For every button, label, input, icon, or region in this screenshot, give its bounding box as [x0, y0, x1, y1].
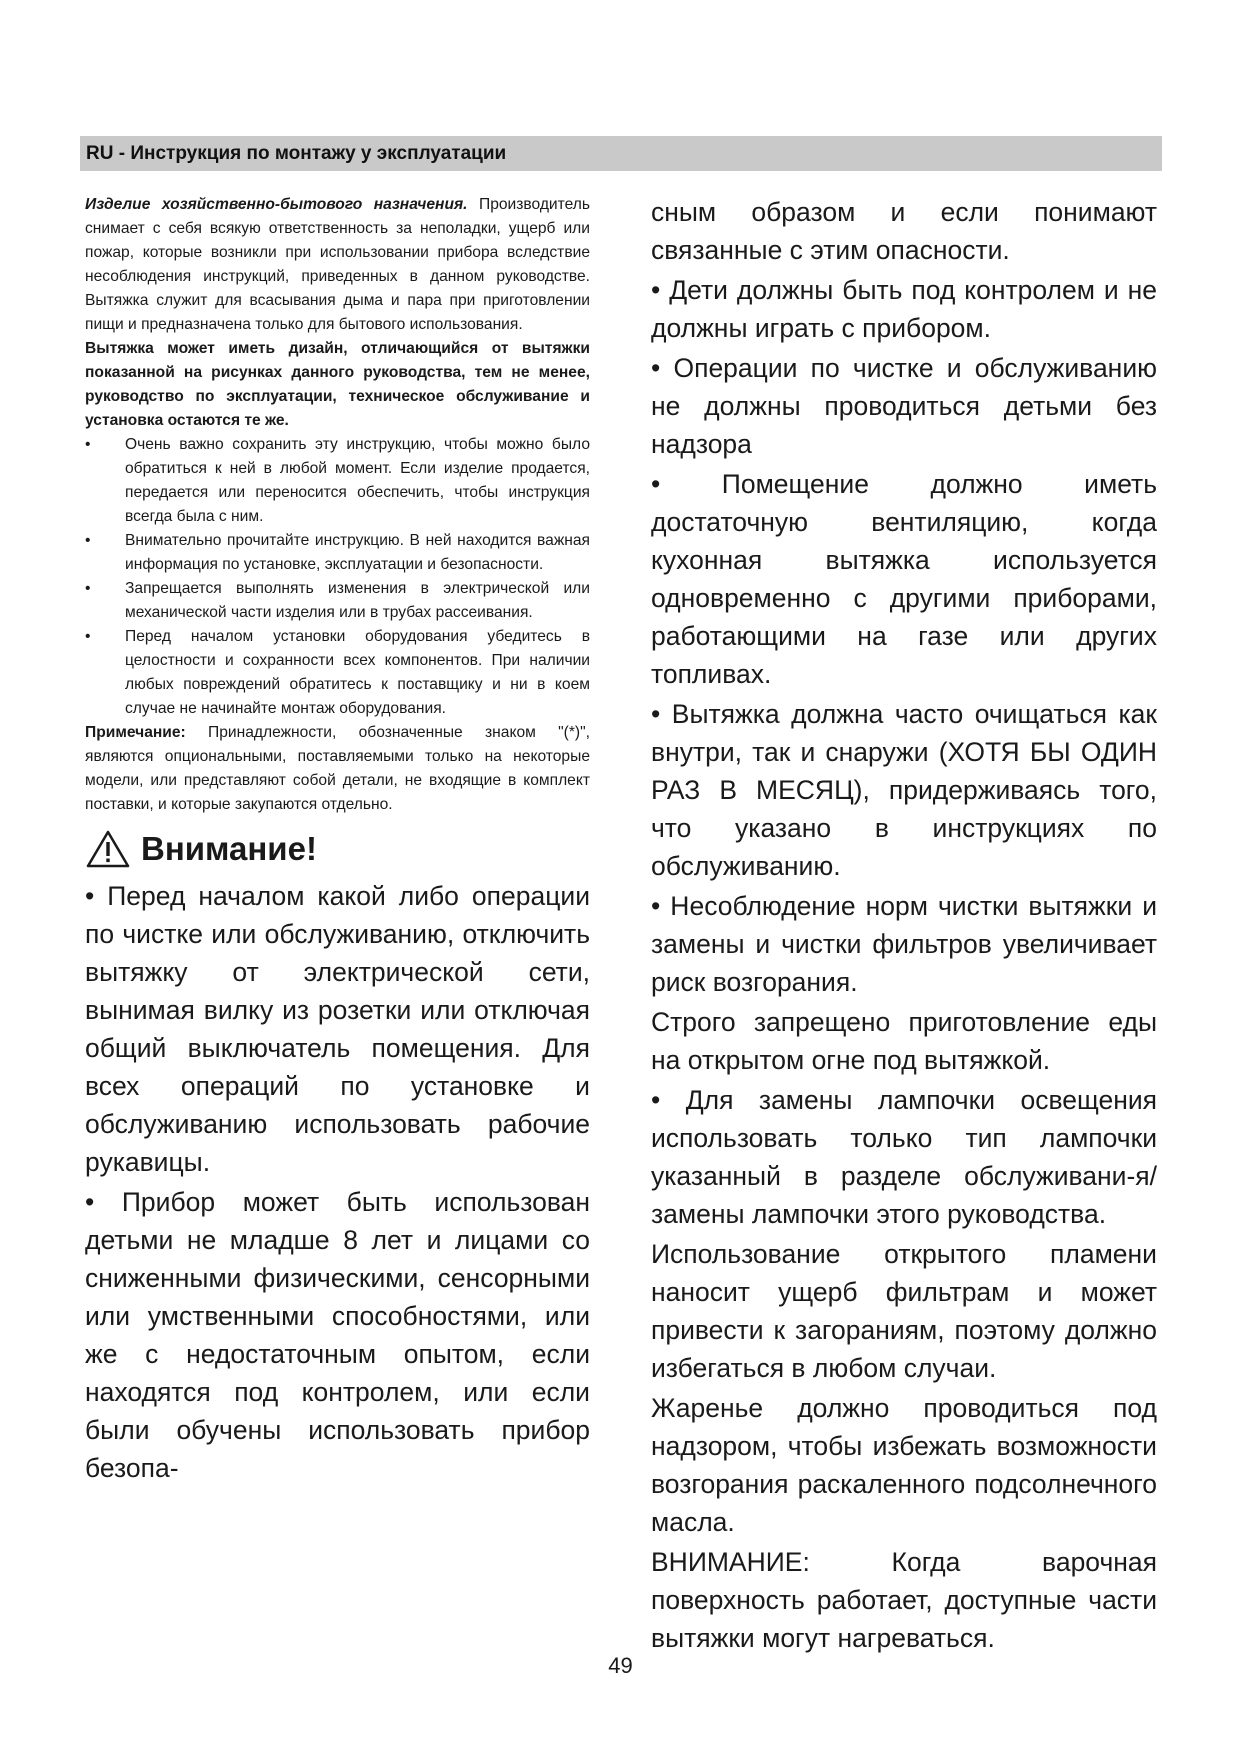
intro-body: Производитель снимает с себя всякую ответственность за неполадки, ущерб или пожар, которые возникли при использовании прибора вследствие несоблюдения инструкций, приведенных в данном руководстве. Вытяжка служит для всасывания дыма и пара при приготовлении пищи и предназначена только для бытового использования.	[85, 196, 590, 333]
bullet-icon: •	[85, 436, 91, 453]
safety-paragraph: ВНИМАНИЕ: Когда варочная поверхность работает, доступные части вытяжки могут нагреваться.	[651, 1547, 1157, 1653]
list-item: • Перед началом установки оборудования убедитесь в целостности и сохранности всех компонентов. При наличии любых повреждений обратитесь к поставщику и ни в коем случае не начинайте монтаж оборудования.	[85, 625, 590, 721]
intro-paragraph	[85, 193, 590, 337]
safety-paragraph: Использование открытого пламени наносит ущерб фильтрам и может привести к загораниям, поэтому должно избегаться в любом случаи.	[651, 1239, 1157, 1383]
safety-paragraph: • Для замены лампочки освещения использовать только тип лампочки указанный в разделе обслуживани-я/замены лампочки этого руководства.	[651, 1085, 1157, 1229]
bullet-icon: •	[85, 628, 91, 645]
design-note: Вытяжка может иметь дизайн, отличающийся от вытяжки показанной на рисунках данного руководства, тем не менее, руководство по эксплуатации, техническое обслуживание и установка остаются те же.	[85, 340, 590, 429]
warning-paragraph: • Прибор может быть использован детьми не младше 8 лет и лицами со сниженными физическими, сенсорными или умственными способностями, или же с недостаточным опытом, если находятся под контролем, или если были обучены использовать прибор безопа-	[85, 1187, 590, 1483]
safety-paragraph: • Операции по чистке и обслуживанию не должны проводиться детьми без надзора	[651, 353, 1157, 459]
page-number: 49	[608, 1653, 633, 1678]
warning-title: Внимание!	[141, 830, 317, 867]
safety-paragraph: • Несоблюдение норм чистки вытяжки и замены и чистки фильтров увеличивает риск возгорания.	[651, 891, 1157, 997]
note-label: Примечание:	[85, 724, 186, 741]
section-header-bar	[80, 136, 1162, 171]
list-item: • Запрещается выполнять изменения в электрической или механической части изделия или в трубах рассеивания.	[85, 577, 590, 625]
safety-paragraph: • Помещение должно иметь достаточную вентиляцию, когда кухонная вытяжка используется одновременно с другими приборами, работающими на газе или других топливах.	[651, 469, 1157, 689]
section-title: RU - Инструкция по монтажу у эксплуатации	[86, 143, 507, 164]
safety-paragraph: Жаренье должно проводиться под надзором, чтобы избежать возможности возгорания раскаленного подсолнечного масла.	[651, 1393, 1157, 1537]
safety-paragraph: • Дети должны быть под контролем и не должны играть с прибором.	[651, 275, 1157, 343]
instruction-bullet-list	[85, 433, 590, 721]
note-text: Принадлежности, обозначенные знаком "(*)", являются опциональными, поставляемыми только на некоторые модели, или представляют собой детали, не входящие в комплект поставки, и которые закупаются отдельно.	[85, 724, 590, 813]
left-column	[85, 193, 590, 1489]
list-item: • Внимательно прочитайте инструкцию. В ней находится важная информация по установке, эксплуатации и безопасности.	[85, 529, 590, 577]
right-column	[651, 193, 1157, 1659]
note-paragraph	[85, 721, 590, 817]
intro-heading: Изделие хозяйственно-бытового назначения.	[85, 196, 468, 213]
warning-triangle-icon	[85, 829, 131, 869]
safety-paragraph: сным образом и если понимают связанные с этим опасности.	[651, 197, 1157, 265]
safety-paragraph: • Вытяжка должна часто очищаться как внутри, так и снаружи (ХОТЯ БЫ ОДИН РАЗ В МЕСЯЦ), придерживаясь того, что указано в инструкциях по обслуживанию.	[651, 699, 1157, 881]
safety-paragraph: Строго запрещено приготовление еды на открытом огне под вытяжкой.	[651, 1007, 1157, 1075]
bullet-icon: •	[85, 532, 91, 549]
bullet-icon: •	[85, 580, 91, 597]
warning-heading	[85, 829, 590, 869]
warning-paragraph: • Перед началом какой либо операции по чистке или обслуживанию, отключить вытяжку от электрической сети, вынимая вилку из розетки или отключая общий выключатель помещения. Для всех операций по установке и обслуживанию использовать рабочие рукавицы.	[85, 881, 590, 1177]
list-item: • Очень важно сохранить эту инструкцию, чтобы можно было обратиться к ней в любой момент. Если изделие продается, передается или переносится обеспечить, чтобы инструкция всегда была с ним.	[85, 433, 590, 529]
